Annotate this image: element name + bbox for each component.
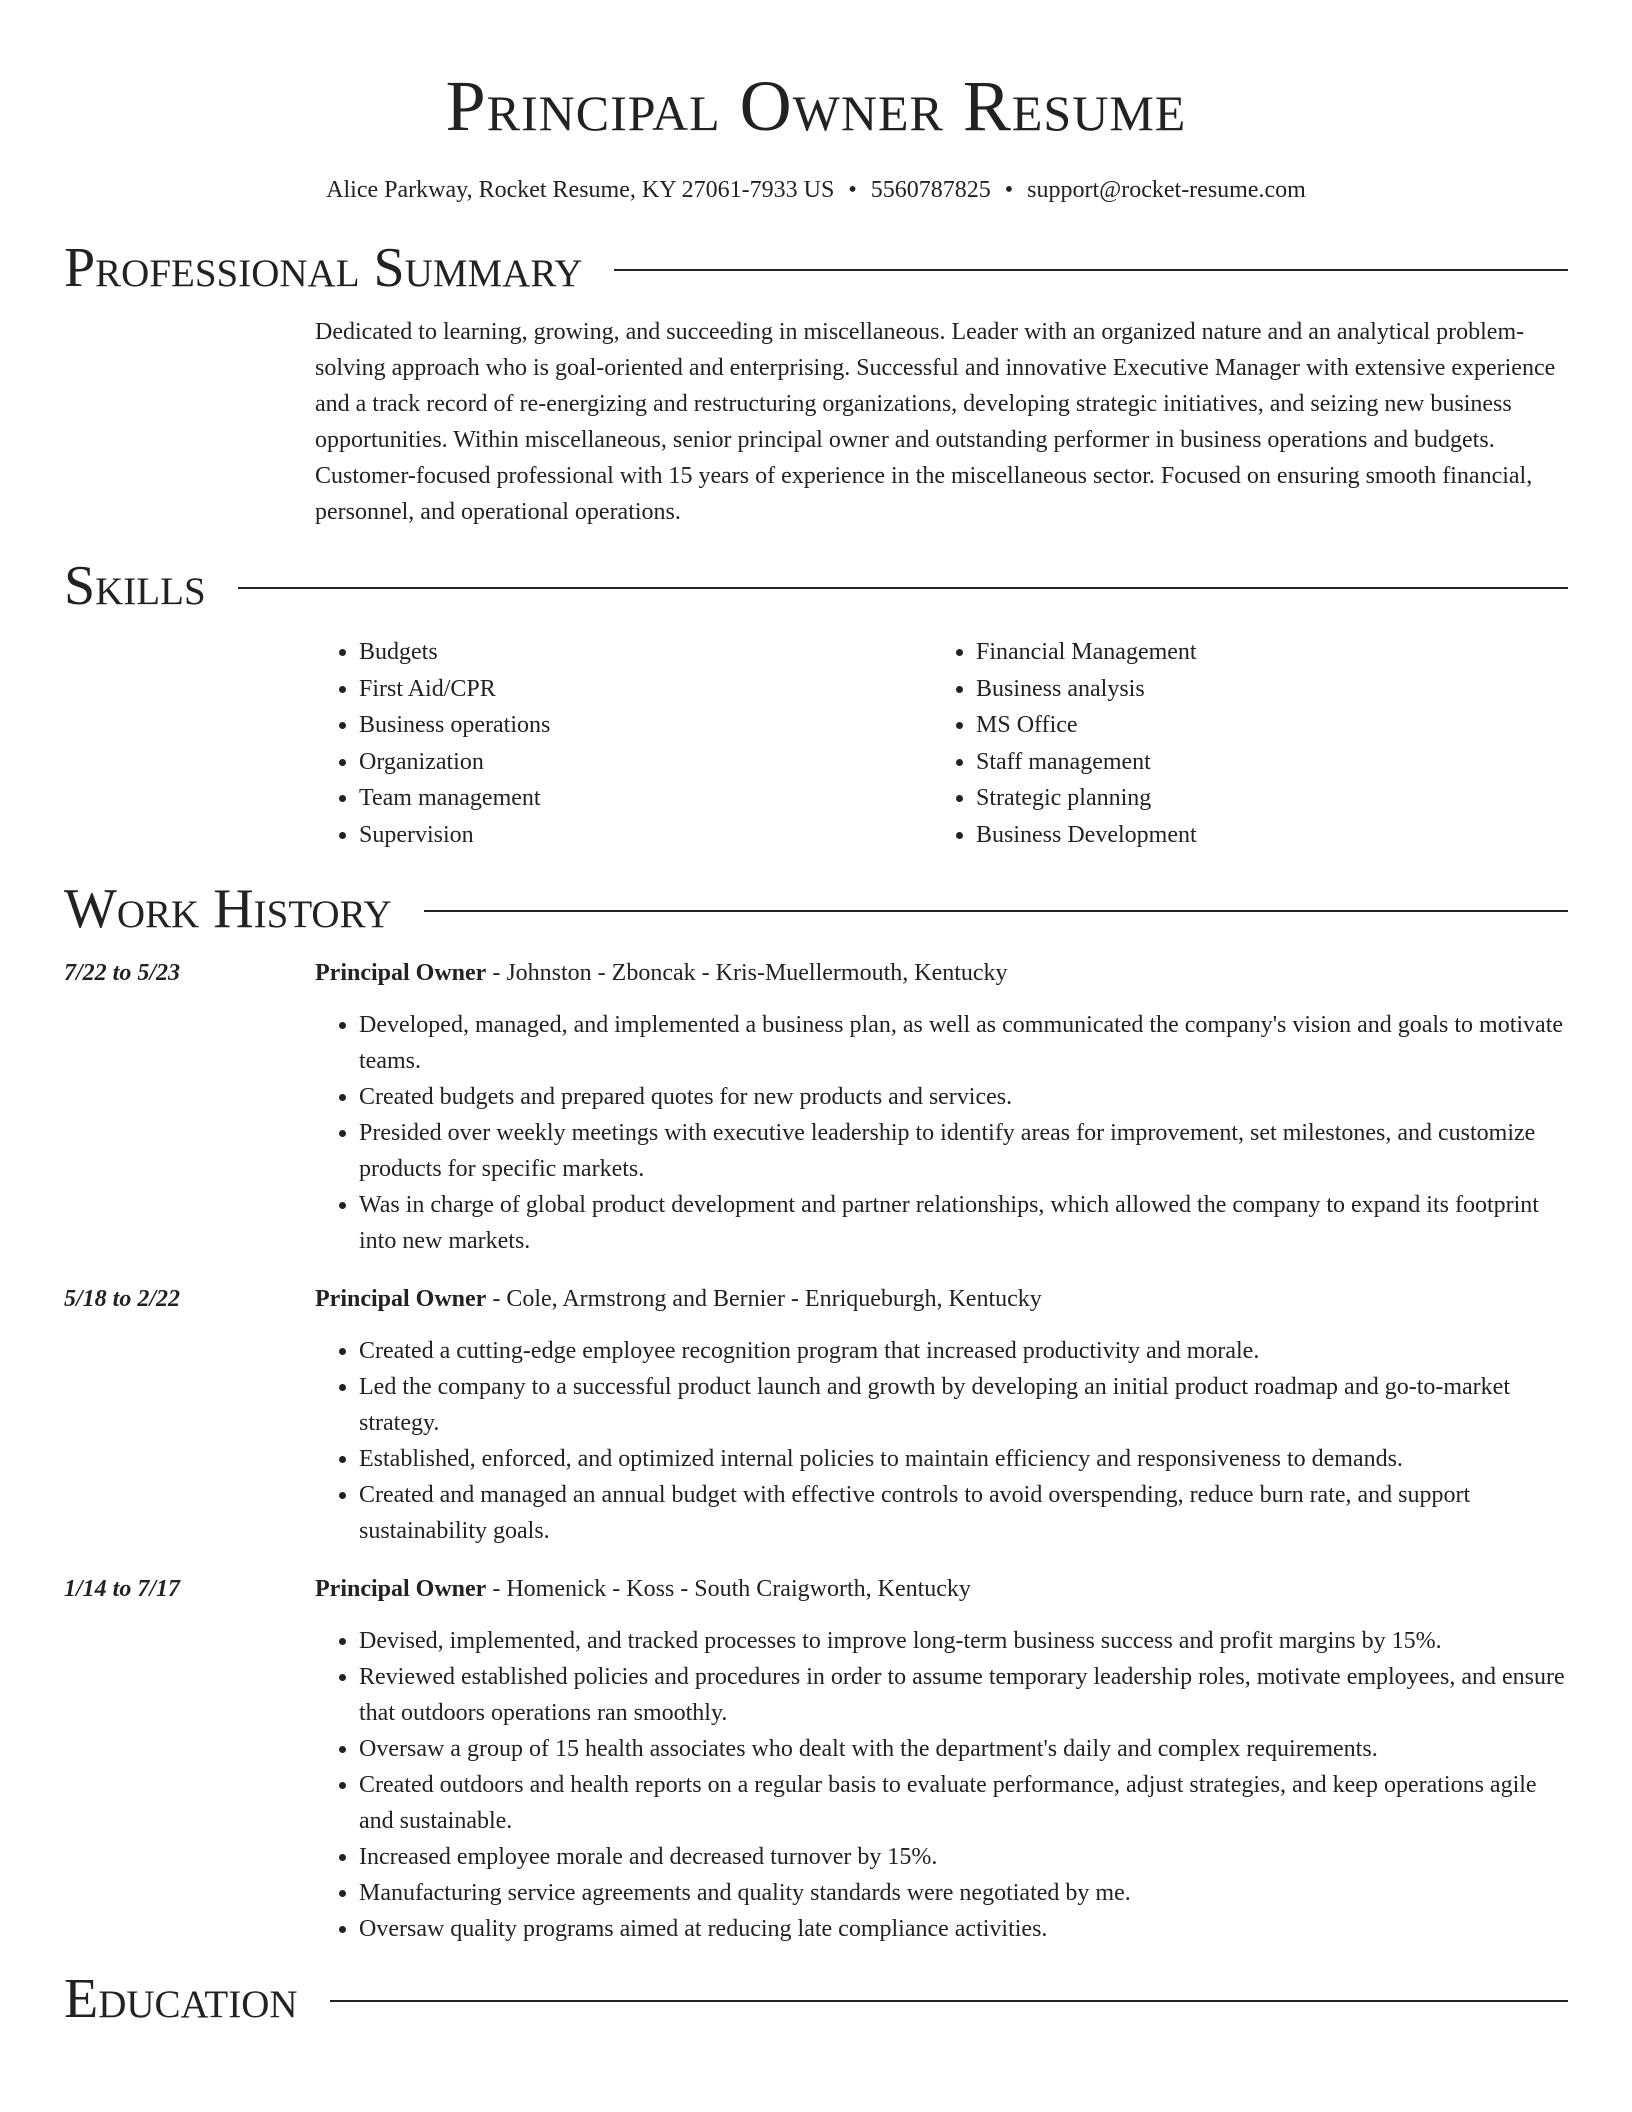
job-entry	[64, 1571, 1568, 1947]
job-bullet: • Was in charge of global product development and partner relationships, which allowed the company to expand its footprint into new markets.	[359, 1187, 1568, 1259]
job-bullet: • Increased employee morale and decreased turnover by 15%.	[359, 1839, 1568, 1875]
job-bullet: • Manufacturing service agreements and quality standards were negotiated by me.	[359, 1875, 1568, 1911]
job-role: Principal Owner	[315, 960, 487, 986]
job-dates: 5/18 to 2/22	[64, 1286, 181, 1312]
job-entry	[64, 955, 1568, 1259]
section-divider	[424, 910, 1568, 912]
skill-item: • Business analysis	[976, 671, 1549, 708]
job-bullet: • Created and managed an annual budget with effective controls to avoid overspending, reduce burn rate, and support sustainability goals.	[359, 1477, 1568, 1549]
contact-separator: •	[848, 177, 857, 203]
section-divider	[238, 587, 1568, 589]
job-dates: 7/22 to 5/23	[64, 960, 181, 986]
job-bullet: • Devised, implemented, and tracked processes to improve long-term business success and profit margins by 15%.	[359, 1623, 1568, 1659]
summary-text: Dedicated to learning, growing, and succeeding in miscellaneous. Leader with an organized nature and an analytical problem-solving approach who is goal-oriented and enterprising. Successful and innovative Executive Manager with extensive experience and a track record of re-energizing and restructuring organizations, developing strategic initiatives, and seizing new business opportunities. Within miscellaneous, senior principal owner and outstanding performer in business operations and budgets. Customer-focused professional with 15 years of experience in the miscellaneous sector. Focused on ensuring smooth financial, personnel, and operational operations.	[315, 319, 1556, 525]
job-bullets	[315, 1007, 1568, 1259]
summary-section-header	[64, 236, 1568, 300]
section-divider	[614, 269, 1568, 271]
summary-heading: Professional Summary	[64, 237, 583, 299]
job-employer: - Johnston - Zboncak - Kris-Muellermouth, Kentucky	[486, 960, 1008, 986]
job-body	[315, 1281, 1568, 1549]
education-section-header	[64, 1967, 1568, 2031]
job-bullet: • Developed, managed, and implemented a business plan, as well as communicated the company's vision and goals to motivate teams.	[359, 1007, 1568, 1079]
job-dates: 1/14 to 7/17	[64, 1576, 181, 1602]
job-role: Principal Owner	[315, 1576, 487, 1602]
job-bullet: • Created budgets and prepared quotes for new products and services.	[359, 1079, 1568, 1115]
work-section-header	[64, 877, 1568, 941]
skills-column-left	[315, 634, 932, 853]
job-body	[315, 955, 1568, 1259]
skill-item: • Financial Management	[976, 634, 1549, 671]
skill-item: • First Aid/CPR	[359, 671, 932, 708]
skill-item: • Business operations	[359, 707, 932, 744]
education-heading: Education	[64, 1968, 298, 2030]
section-divider	[330, 2000, 1568, 2002]
job-bullet: • Created outdoors and health reports on a regular basis to evaluate performance, adjust strategies, and keep operations agile and sustainable.	[359, 1767, 1568, 1839]
phone-text: 5560787825	[870, 177, 991, 203]
job-bullet: • Oversaw quality programs aimed at reducing late compliance activities.	[359, 1911, 1568, 1947]
skills-section-header	[64, 554, 1568, 618]
page-title: Principal Owner Resume	[445, 66, 1187, 146]
contact-line	[64, 174, 1568, 206]
job-bullet: • Established, enforced, and optimized internal policies to maintain efficiency and responsiveness to demands.	[359, 1441, 1568, 1477]
skills-list	[315, 634, 1568, 853]
job-employer: - Cole, Armstrong and Bernier - Enriqueburgh, Kentucky	[486, 1286, 1042, 1312]
skill-item: • Budgets	[359, 634, 932, 671]
job-title-line	[315, 1571, 1568, 1607]
job-bullet: • Created a cutting-edge employee recognition program that increased productivity and morale.	[359, 1333, 1568, 1369]
job-role: Principal Owner	[315, 1286, 487, 1312]
job-bullet: • Reviewed established policies and procedures in order to assume temporary leadership roles, motivate employees, and ensure that outdoors operations ran smoothly.	[359, 1659, 1568, 1731]
skill-item: • Organization	[359, 744, 932, 781]
job-bullet: • Oversaw a group of 15 health associates who dealt with the department's daily and complex requirements.	[359, 1731, 1568, 1767]
skill-item: • Supervision	[359, 817, 932, 854]
email-text: support@rocket-resume.com	[1027, 177, 1306, 203]
job-title-line	[315, 955, 1568, 991]
skill-item: • Strategic planning	[976, 780, 1549, 817]
skill-item: • Team management	[359, 780, 932, 817]
skills-heading: Skills	[64, 555, 206, 617]
skill-item: • Staff management	[976, 744, 1549, 781]
job-bullet: • Led the company to a successful product launch and growth by developing an initial product roadmap and go-to-market strategy.	[359, 1369, 1568, 1441]
job-body	[315, 1571, 1568, 1947]
job-entry	[64, 1281, 1568, 1549]
job-title-line	[315, 1281, 1568, 1317]
job-employer: - Homenick - Koss - South Craigworth, Kentucky	[486, 1576, 971, 1602]
skill-item: • Business Development	[976, 817, 1549, 854]
work-heading: Work History	[64, 878, 392, 940]
skill-item: • MS Office	[976, 707, 1549, 744]
contact-separator: •	[1004, 177, 1014, 203]
resume-page	[64, 0, 1568, 2031]
skills-column-right	[932, 634, 1549, 853]
job-bullets	[315, 1623, 1568, 1947]
job-bullets	[315, 1333, 1568, 1549]
job-bullet: • Presided over weekly meetings with executive leadership to identify areas for improvement, set milestones, and customize products for specific markets.	[359, 1115, 1568, 1187]
address-text: Alice Parkway, Rocket Resume, KY 27061-7933 US	[326, 177, 835, 203]
